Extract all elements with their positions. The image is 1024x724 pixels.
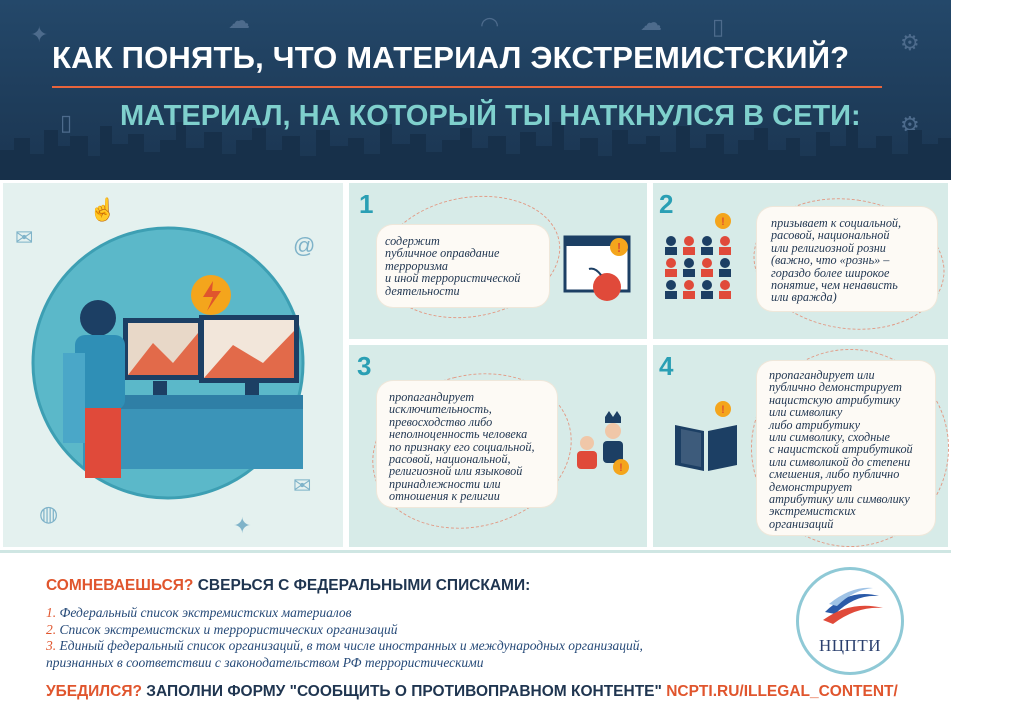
criterion-text-line: пропагандирует или [769,368,875,382]
person-at-computer-illustration [23,223,323,523]
criterion-text-line: или символику, сходные [769,430,890,445]
browser-bomb-icon [561,227,641,307]
satellite-icon: ✦ [30,22,49,47]
criterion-text-line: либо атрибутику [769,417,860,432]
criterion-text-line: или религиозной розни [771,240,886,255]
criterion-panel-4 [650,342,951,550]
gear-icon: ⚙ [900,30,920,55]
criterion-text-line: или символикой до степени [769,454,911,469]
list-item: 3. Единый федеральный список организаций, в том числе иностранных и международных организаций, [46,638,643,653]
svg-text:!: ! [721,216,725,228]
doubt-heading [46,577,530,595]
title-divider [52,86,882,88]
criterion-text-line: неполноценность человека [389,427,528,442]
svg-text:!: ! [616,240,622,255]
criterion-text-line: по признаку его социальной, [389,439,535,454]
criterion-panel-2 [650,180,951,342]
report-line [46,683,898,701]
twitter-icon: ✦ [233,513,252,538]
criterion-text-line: нацистскую атрибутику [769,392,901,407]
criterion-number: 3 [357,351,372,381]
criterion-text-line: исключительность, [389,402,492,417]
people-crown-icon [571,409,635,479]
criterion-text-line: публично демонстрирует [769,380,902,395]
cloud-icon: ☁ [228,8,250,33]
criterion-text-line: призывает к социальной, [771,216,902,230]
criterion-text-line: организаций [769,516,834,531]
criterion-number: 1 [359,189,374,219]
footer-section [0,550,951,724]
mail-icon: ✉ [293,473,312,498]
book-icon [671,399,741,475]
criterion-text-line: или вражда) [771,290,837,305]
cloud-icon: ☁ [640,10,662,35]
criterion-number: 2 [659,189,674,219]
criterion-text-line: гораздо более широкое [771,265,890,280]
criterion-text-line: и иной террористической [385,271,521,286]
criterion-text-bubble [377,381,557,507]
check-lists-label: СВЕРЬСЯ С ФЕДЕРАЛЬНЫМИ СПИСКАМИ: [197,577,531,594]
chat-icon: ✉ [15,225,34,250]
crowd-icon [661,211,737,301]
touch-icon: ☝ [89,197,117,222]
criterion-text-bubble [377,225,549,307]
criterion-panel-1 [346,180,650,342]
criterion-text-line: с нацистской атрибутикой [769,442,913,457]
mouse-icon: ▯ [712,14,725,39]
svg-text:!: ! [619,462,623,474]
report-form-label: ЗАПОЛНИ ФОРМУ "СООБЩИТЬ О ПРОТИВОПРАВНОМ КОНТЕНТЕ" [146,683,662,700]
criterion-panel-3 [346,342,650,550]
list-item-continuation: признанных в соответствии с законодательством РФ террористическими [46,654,484,670]
list-item: 2. Список экстремистских и террористических организаций [46,621,398,637]
criterion-text-line: расовой, национальной [771,228,890,243]
at-sign-icon: @ [293,233,316,258]
criterion-text-line: отношения к религии [389,489,500,504]
header-banner [0,0,951,180]
gear-icon: ⚙ [900,112,920,137]
criterion-text-line: смешения, либо публично [769,467,900,482]
sure-label: УБЕДИЛСЯ? [46,683,142,700]
mouse-icon: ▯ [60,110,73,135]
logo-swoosh-icon [799,578,901,638]
criterion-text-line: терроризма [385,258,449,273]
criterion-text-bubble [757,361,935,535]
criterion-text-line: или символику [769,405,843,420]
criterion-text-line: превосходство либо [389,414,493,429]
report-link[interactable]: NCPTI.RU/ILLEGAL_CONTENT/ [666,683,898,700]
svg-text:!: ! [721,404,725,416]
criterion-text-line: деятельности [385,283,460,298]
list-item: 1. Федеральный список экстремистских материалов [46,605,352,620]
criterion-text-line: пропагандирует [389,390,475,404]
illustration-panel [0,180,346,550]
criterion-text-line: атрибутику или символику [769,492,910,507]
criterion-text-line: религиозной или языковой [389,464,523,479]
page-subtitle: МАТЕРИАЛ, НА КОТОРЫЙ ТЫ НАТКНУЛСЯ В СЕТИ: [120,100,861,132]
criterion-text-line: экстремистских [769,504,856,519]
criterion-text-line: расовой, национальной, [389,452,511,467]
wifi-icon: ◠ [480,12,500,37]
criterion-text-line: демонстрирует [769,479,853,494]
page-title: КАК ПОНЯТЬ, ЧТО МАТЕРИАЛ ЭКСТРЕМИСТСКИЙ? [52,40,850,75]
federal-lists [46,605,643,671]
logo-text: НЦПТИ [819,636,881,655]
criterion-text-bubble [757,207,937,311]
ncpti-logo [796,567,904,675]
criterion-text-line: принадлежности или [389,476,501,491]
criterion-text-line: публичное оправдание [385,246,500,261]
criterion-text-line: (важно, что «рознь» – [771,253,890,268]
criterion-text-line: понятие, чем ненависть [771,278,898,293]
criterion-number: 4 [659,351,674,381]
doubt-label: СОМНЕВАЕШЬСЯ? [46,577,194,594]
criterion-text-line: содержит [385,234,440,248]
globe-icon: ◍ [39,501,59,526]
